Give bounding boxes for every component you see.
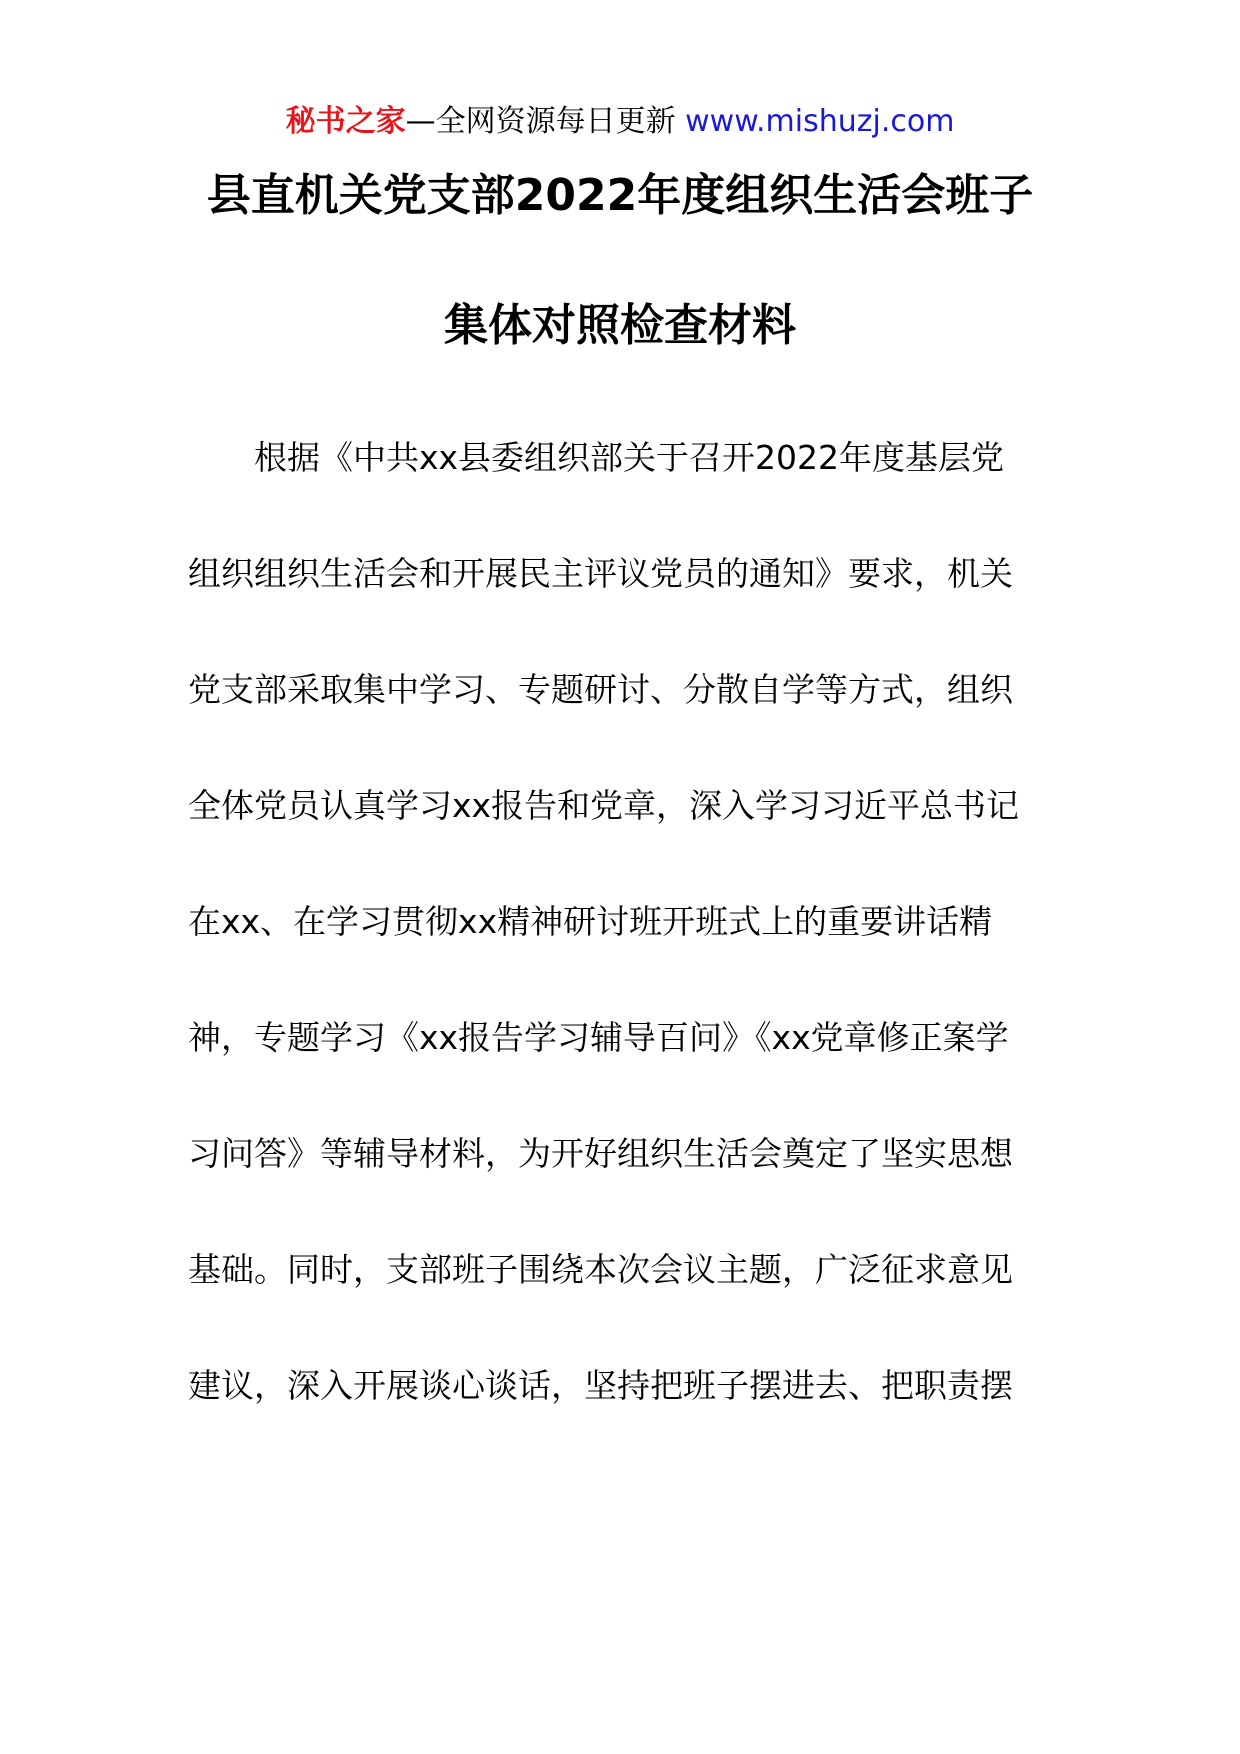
document-title-line-2: 集体对照检查材料 <box>444 300 796 351</box>
body-line: 党支部采取集中学习、专题研讨、分散自学等方式，组织 <box>188 670 1013 709</box>
body-line: 组织组织生活会和开展民主评议党员的通知》要求，机关 <box>188 554 1013 593</box>
document-title-line-1: 县直机关党支部2022年度组织生活会班子 <box>206 170 1034 221</box>
body-line: 根据《中共xx县委组织部关于召开2022年度基层党 <box>188 438 1005 477</box>
site-header <box>0 100 1240 144</box>
body-line: 在xx、在学习贯彻xx精神研讨班开班式上的重要讲话精 <box>188 902 993 941</box>
header-tagline: —全网资源每日更新 <box>405 104 686 139</box>
body-line: 全体党员认真学习xx报告和党章，深入学习习近平总书记 <box>188 786 1020 825</box>
site-url-link[interactable]: www.mishuzj.com <box>685 104 955 139</box>
body-line: 神，专题学习《xx报告学习辅导百问》《xx党章修正案学 <box>188 1018 1009 1057</box>
brand-name: 秘书之家 <box>285 104 406 139</box>
body-line: 习问答》等辅导材料，为开好组织生活会奠定了坚实思想 <box>188 1134 1013 1173</box>
body-line: 建议，深入开展谈心谈话，坚持把班子摆进去、把职责摆 <box>188 1366 1013 1405</box>
body-line: 基础。同时，支部班子围绕本次会议主题，广泛征求意见 <box>188 1250 1013 1289</box>
